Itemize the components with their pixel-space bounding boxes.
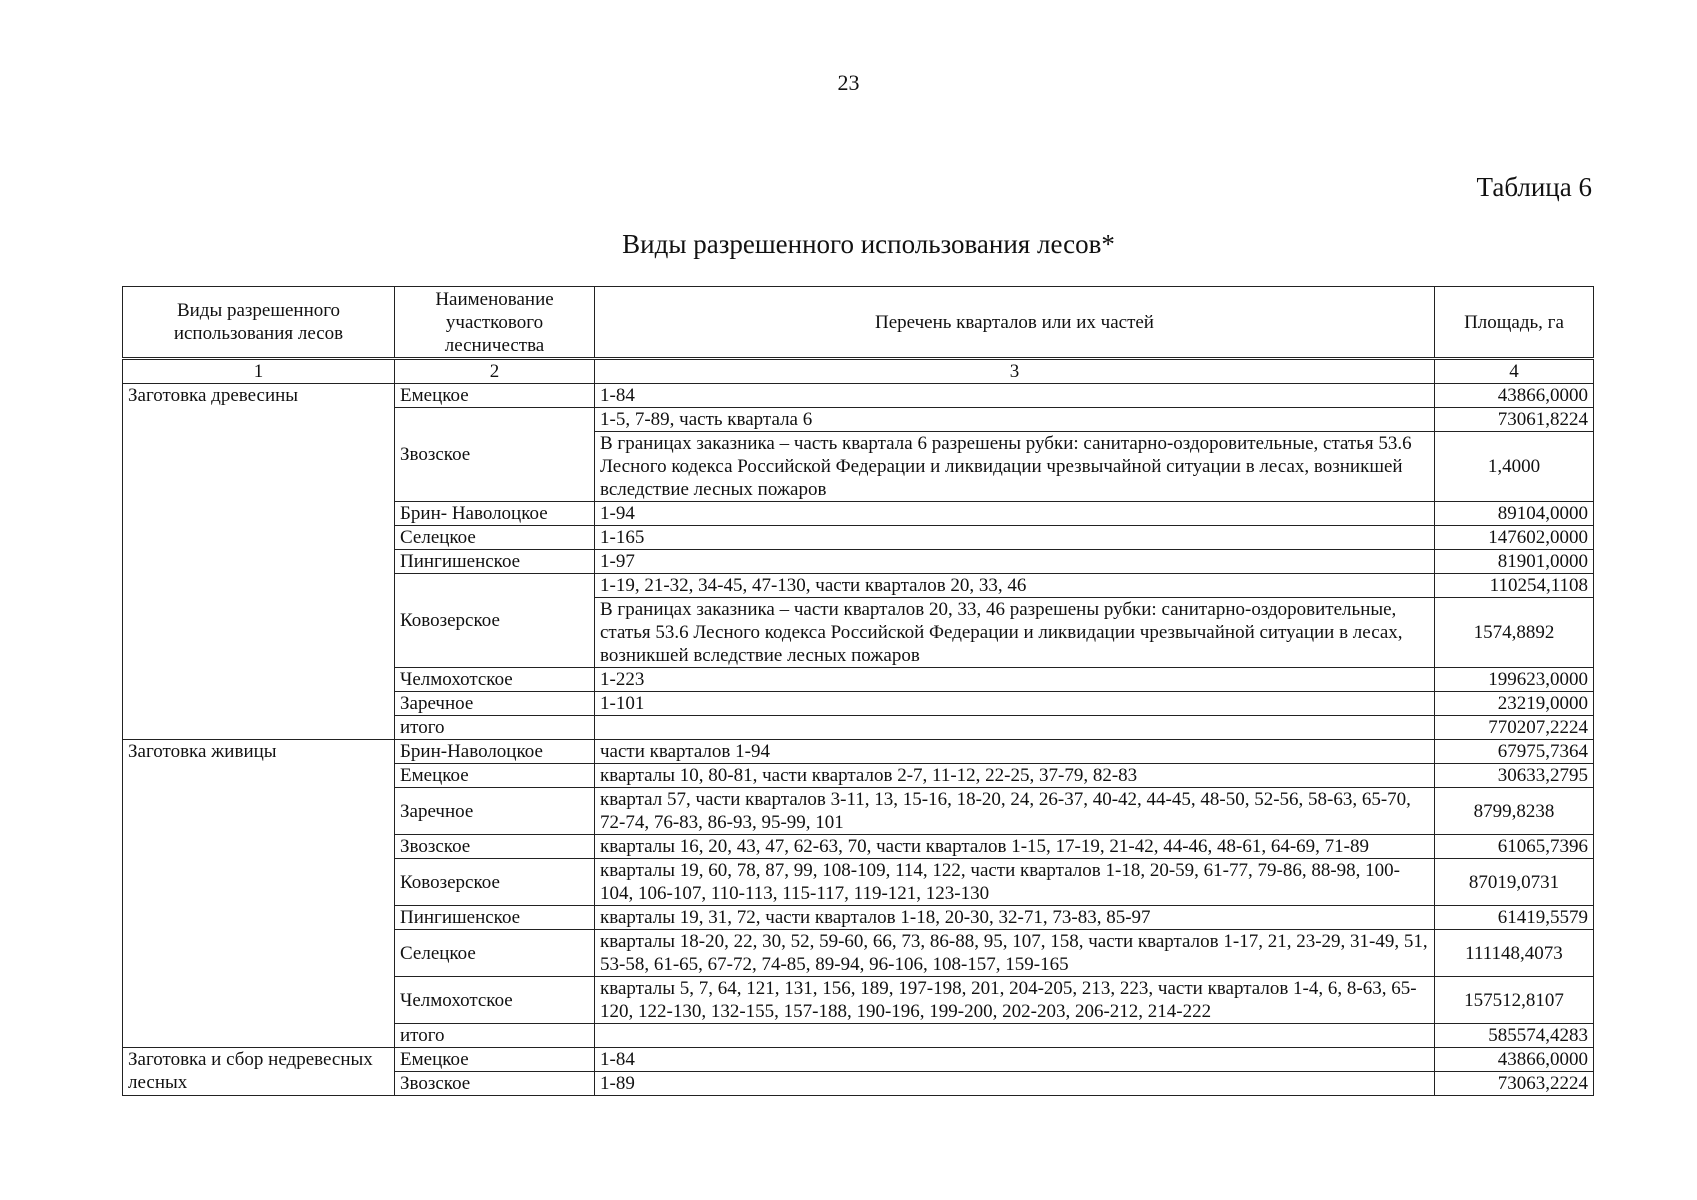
forestry-cell: Брин-Наволоцкое [395,740,595,764]
area-cell: 89104,0000 [1435,502,1594,526]
quarters-cell: кварталы 16, 20, 43, 47, 62-63, 70, части кварталов 1-15, 17-19, 21-42, 44-46, 48-61, 64-69, 71-89 [595,835,1435,859]
quarters-cell: 1-84 [595,384,1435,408]
quarters-cell: 1-94 [595,502,1435,526]
area-cell: 199623,0000 [1435,668,1594,692]
table-row [123,384,1594,408]
area-cell: 8799,8238 [1435,788,1594,835]
area-cell: 61419,5579 [1435,906,1594,930]
quarters-cell [595,1024,1435,1048]
area-cell: 67975,7364 [1435,740,1594,764]
forestry-cell: Ковозерское [395,574,595,668]
header-number: 2 [395,359,595,384]
table-row [123,740,1594,764]
forestry-cell: Звозское [395,408,595,502]
quarters-cell: 1-101 [595,692,1435,716]
area-cell: 147602,0000 [1435,526,1594,550]
area-cell: 110254,1108 [1435,574,1594,598]
area-cell: 111148,4073 [1435,930,1594,977]
area-cell: 770207,2224 [1435,716,1594,740]
page-number: 23 [837,70,860,95]
header-area: Площадь, га [1435,287,1594,359]
area-cell: 157512,8107 [1435,977,1594,1024]
header-use-type: Виды разрешенного использования лесов [123,287,395,359]
quarters-cell: кварталы 19, 31, 72, части кварталов 1-18, 20-30, 32-71, 73-83, 85-97 [595,906,1435,930]
quarters-cell: 1-5, 7-89, часть квартала 6 [595,408,1435,432]
forestry-cell: Брин- Наволоцкое [395,502,595,526]
forestry-cell: Ковозерское [395,859,595,906]
table-label: Таблица 6 [1476,172,1592,202]
quarters-cell: 1-19, 21-32, 34-45, 47-130, части кварталов 20, 33, 46 [595,574,1435,598]
header-number: 4 [1435,359,1594,384]
header-number: 3 [595,359,1435,384]
forestry-cell: Емецкое [395,1048,595,1072]
forestry-cell: Селецкое [395,526,595,550]
forestry-cell: Звозское [395,835,595,859]
area-cell: 1574,8892 [1435,598,1594,668]
forestry-cell: Емецкое [395,384,595,408]
table-row [123,1048,1594,1072]
quarters-cell: части кварталов 1-94 [595,740,1435,764]
area-cell: 23219,0000 [1435,692,1594,716]
forestry-cell: Селецкое [395,930,595,977]
forestry-cell: Звозское [395,1072,595,1096]
quarters-cell [595,716,1435,740]
area-cell: 87019,0731 [1435,859,1594,906]
quarters-cell: кварталы 19, 60, 78, 87, 99, 108-109, 114, 122, части кварталов 1-18, 20-59, 61-77, 79-86, 88-98, 100-104, 106-107, 110-113, 115-117, 119-121, 123-130 [595,859,1435,906]
quarters-cell: В границах заказника – часть квартала 6 разрешены рубки: санитарно-оздоровительные, статья 53.6 Лесного кодекса Российской Федерации и ликвидации чрезвычайной ситуации в лесах, возникшей вследствие лесных пожаров [595,432,1435,502]
quarters-cell: кварталы 5, 7, 64, 121, 131, 156, 189, 197-198, 201, 204-205, 213, 223, части кварталов 1-4, 6, 8-63, 65-120, 122-130, 132-155, 157-188, 190-196, 199-200, 202-203, 206-212, 214-222 [595,977,1435,1024]
forestry-cell: Заречное [395,692,595,716]
quarters-cell: 1-89 [595,1072,1435,1096]
area-cell: 43866,0000 [1435,1048,1594,1072]
area-cell: 73061,8224 [1435,408,1594,432]
area-cell: 585574,4283 [1435,1024,1594,1048]
forestry-cell: итого [395,716,595,740]
area-cell: 73063,2224 [1435,1072,1594,1096]
quarters-cell: В границах заказника – части кварталов 20, 33, 46 разрешены рубки: санитарно-оздоровительные, статья 53.6 Лесного кодекса Российской Федерации и ликвидации чрезвычайной ситуации в лесах, возникшей вследствие лесных пожаров [595,598,1435,668]
header-forestry: Наименование участкового лесничества [395,287,595,359]
forestry-cell: итого [395,1024,595,1048]
quarters-cell: кварталы 10, 80-81, части кварталов 2-7, 11-12, 22-25, 37-79, 82-83 [595,764,1435,788]
forestry-cell: Емецкое [395,764,595,788]
header-number: 1 [123,359,395,384]
quarters-cell: 1-165 [595,526,1435,550]
area-cell: 30633,2795 [1435,764,1594,788]
use-type-cell: Заготовка живицы [123,740,395,1048]
use-type-cell: Заготовка древесины [123,384,395,740]
area-cell: 81901,0000 [1435,550,1594,574]
header-quarters: Перечень кварталов или их частей [595,287,1435,359]
quarters-cell: 1-97 [595,550,1435,574]
quarters-cell: кварталы 18-20, 22, 30, 52, 59-60, 66, 73, 86-88, 95, 107, 158, части кварталов 1-17, 21, 23-29, 31-49, 51, 53-58, 61-65, 67-72, 74-85, 89-94, 96-106, 108-157, 159-165 [595,930,1435,977]
area-cell: 61065,7396 [1435,835,1594,859]
forestry-cell: Челмохотское [395,977,595,1024]
forestry-cell: Заречное [395,788,595,835]
use-type-cell: Заготовка и сбор недревесных лесных [123,1048,395,1096]
forestry-cell: Челмохотское [395,668,595,692]
quarters-cell: квартал 57, части кварталов 3-11, 13, 15-16, 18-20, 24, 26-37, 40-42, 44-45, 48-50, 52-56, 58-63, 65-70, 72-74, 76-83, 86-93, 95-99, 101 [595,788,1435,835]
forestry-cell: Пингишенское [395,906,595,930]
quarters-cell: 1-84 [595,1048,1435,1072]
area-cell: 1,4000 [1435,432,1594,502]
document-title: Виды разрешенного использования лесов* [622,229,1115,259]
forest-use-table [122,286,1594,1096]
quarters-cell: 1-223 [595,668,1435,692]
forestry-cell: Пингишенское [395,550,595,574]
area-cell: 43866,0000 [1435,384,1594,408]
